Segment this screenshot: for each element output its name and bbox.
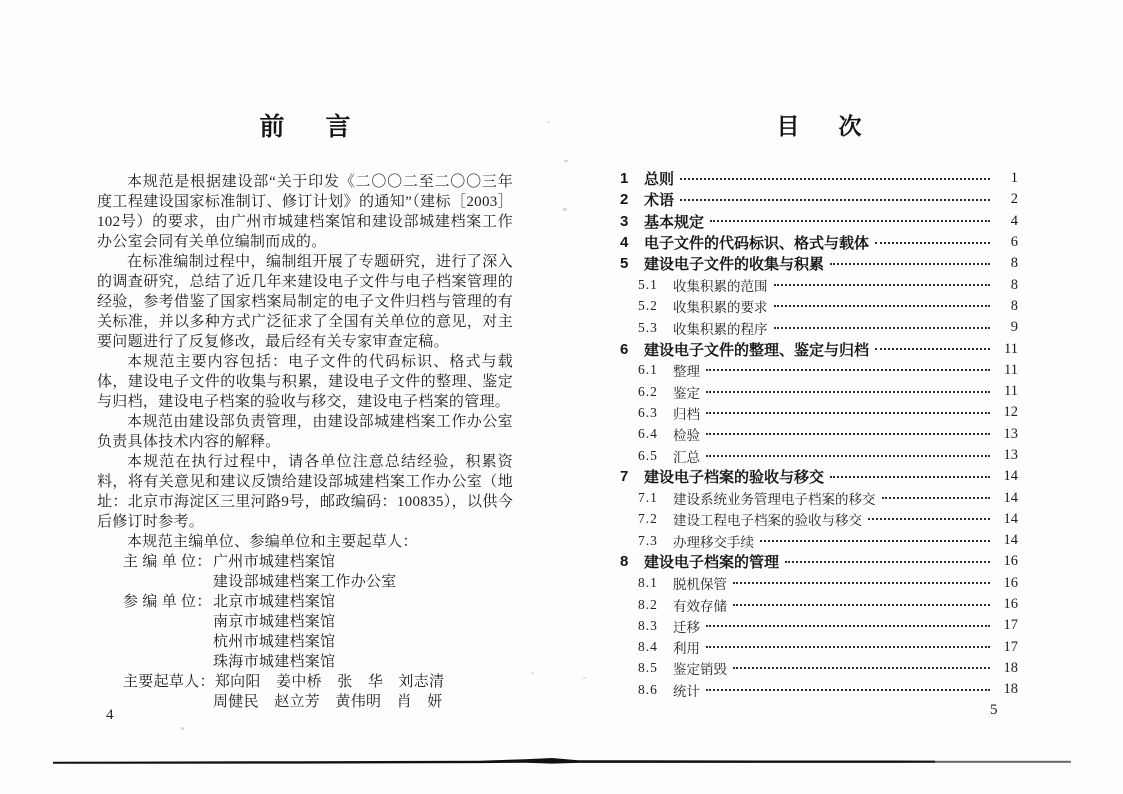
toc-entry-label: 建设系统业务管理电子档案的移交 [673,492,876,508]
toc-entry-label: 鉴定销毁 [673,662,727,678]
credit-label [123,692,213,712]
credit-label: 主 编 单 位： [123,554,212,570]
toc-entry [620,232,1018,253]
credit-label: 主要起草人： [123,674,215,690]
toc-entry-page: 8 [1010,276,1018,293]
credit-value: 广州市城建档案馆 [213,554,336,570]
foreword-paragraph: 本规范在执行过程中，请各单位注意总结经验，积累资料，将有关意见和建议反馈给建设部城建档案工作办公室（地址：北京市海淀区三里河路9号，邮政编码：100835），以供今后修订时参考。 [97,454,513,530]
toc-entry [620,381,1018,402]
foreword-paragraph: 本规范主编单位、参编单位和主要起草人： [127,534,418,550]
toc-entry-page: 14 [1003,532,1018,549]
toc-page [620,110,1018,700]
toc-entry-number: 3 [620,212,629,230]
toc-entry-page: 13 [1003,447,1018,463]
toc-entry-number: 5 [620,255,629,273]
toc-entry-number: 8.2 [638,596,658,612]
toc-entry-page: 8 [1010,255,1018,272]
toc-dot-leader [774,284,991,286]
toc-dot-leader [774,327,991,329]
foreword-body [97,172,513,552]
toc-dot-leader [680,199,990,201]
toc-entry-number: 7.1 [638,490,658,506]
foreword-paragraph: 本规范主要内容包括：电子文件的代码标识、格式与载体，建设电子文件的收集与积累，建设电子文件的整理、鉴定与归档，建设电子档案的验收与移交，建设电子档案的管理。 [97,354,513,410]
toc-entry-number: 8.6 [638,681,658,697]
toc-dot-leader [706,391,990,393]
toc-entry-page: 2 [1010,191,1018,208]
scan-speck [564,160,568,162]
toc-entry-number: 6.5 [638,447,658,463]
credit-row [97,612,513,632]
credit-value: 珠海市城建档案馆 [213,654,336,670]
credit-value: 南京市城建档案馆 [213,614,336,630]
toc-entry-number: 8.4 [638,639,658,655]
credit-value: 北京市城建档案馆 [213,594,336,610]
toc-entry-number: 6.2 [638,383,658,399]
toc-entry-number: 6.4 [638,426,658,442]
toc-entry [620,615,1018,636]
toc-entry-page: 14 [1003,468,1018,485]
toc-entry-page: 4 [1010,212,1018,229]
toc-entry-number: 5.3 [638,319,658,335]
toc-entry-number: 6 [620,340,629,358]
toc-entry-label: 建设工程电子档案的验收与移交 [673,513,862,529]
toc-entry [620,530,1018,551]
scan-speck [563,208,567,211]
toc-list [620,168,1018,700]
toc-dot-leader [733,604,990,606]
toc-entry-number: 8.5 [638,660,658,676]
toc-dot-leader [785,561,990,563]
toc-entry-page: 16 [1003,553,1018,570]
toc-dot-leader [680,178,990,180]
toc-entry-number: 8.3 [638,617,658,633]
toc-entry-label: 收集积累的范围 [673,279,768,295]
toc-dot-leader [830,263,990,265]
toc-entry-page: 11 [1004,383,1018,400]
toc-entry [620,509,1018,530]
toc-entry-label: 电子文件的代码标识、格式与载体 [644,235,870,253]
scan-edge-line [0,748,1123,774]
toc-entry-number: 6.3 [638,404,658,420]
foreword-paragraph: 在标准编制过程中，编制组开展了专题研究，进行了深入的调查研究，总结了近几年来建设电子文件与电子档案管理的经验，参考借鉴了国家档案局制定的电子文件归档与管理的有关标准，并以多种方式广泛征求了全国有关单位的意见，对主要问题进行了反复修改，最后经有关专家审查定稿。 [97,254,513,350]
toc-entry [620,168,1018,189]
toc-entry-page: 9 [1010,319,1018,336]
toc-entry-page: 16 [1003,574,1018,591]
toc-dot-leader [733,582,990,584]
toc-entry [620,594,1018,615]
toc-entry-label: 收集积累的要求 [673,300,768,316]
toc-dot-leader [760,540,990,542]
foreword-page [97,110,513,712]
toc-entry-label: 办理移交手续 [673,534,754,550]
toc-entry [620,573,1018,594]
foreword-paragraph: 本规范是根据建设部“关于印发《二〇〇二至二〇〇三年度工程建设国家标准制订、修订计划》的通知”（建标［2003］102号）的要求，由广州市城建档案馆和建设部城建档案工作办公室会同有关单位编制而成的。 [97,174,513,250]
toc-entry-label: 建设电子文件的整理、鉴定与归档 [644,341,870,359]
credit-row [97,592,513,612]
toc-entry-label: 收集积累的程序 [673,321,768,337]
toc-dot-leader [706,369,990,371]
credit-row [97,672,513,692]
toc-dot-leader [710,220,990,222]
toc-entry [620,274,1018,295]
toc-entry-page: 13 [1003,425,1018,442]
toc-dot-leader [868,518,990,520]
toc-entry [620,679,1018,700]
toc-entry-label: 有效存储 [673,598,727,614]
toc-entry-label: 统计 [673,683,700,699]
toc-title: 目 次 [776,113,870,139]
toc-dot-leader [706,455,990,457]
toc-dot-leader [733,667,990,669]
credit-row [97,632,513,652]
toc-entry-number: 7.2 [638,511,658,527]
toc-entry [620,487,1018,508]
credit-row [97,652,513,672]
toc-entry-page: 8 [1010,297,1018,314]
scan-speck [547,121,550,123]
toc-entry-page: 6 [1010,234,1018,251]
page-number-left: 4 [106,707,114,723]
credit-row [97,692,513,712]
toc-entry-number: 8.1 [638,575,658,591]
toc-entry-label: 鉴定 [673,385,700,401]
credit-label [123,632,213,652]
scan-speck [531,672,534,674]
toc-entry [620,317,1018,338]
toc-entry-label: 汇总 [673,449,700,465]
toc-entry [620,189,1018,210]
toc-entry-page: 1 [1010,170,1018,187]
toc-entry [620,445,1018,466]
toc-dot-leader [875,348,990,350]
toc-dot-leader [706,433,990,435]
toc-entry-page: 11 [1004,361,1018,378]
credit-label [123,612,213,632]
toc-entry-page: 14 [1003,510,1018,527]
toc-entry-number: 7 [620,468,629,486]
credit-value: 建设部城建档案工作办公室 [213,574,397,590]
toc-entry-page: 14 [1003,489,1018,506]
toc-entry-page: 18 [1003,681,1018,698]
toc-entry-label: 整理 [673,364,700,380]
toc-entry-label: 检验 [673,428,700,444]
credit-row [97,572,513,592]
toc-dot-leader [830,476,990,478]
toc-dot-leader [875,242,990,244]
credit-value: 周健民 赵立芳 黄伟明 肖 妍 [213,694,443,710]
toc-entry-number: 2 [620,191,629,209]
credits-block [97,552,513,712]
toc-entry-page: 17 [1003,638,1018,655]
toc-entry-label: 基本规定 [644,213,705,231]
toc-entry-number: 4 [620,234,629,252]
credit-value: 郑向阳 姜中桥 张 华 刘志清 [214,674,445,690]
toc-entry-label: 建设电子档案的验收与移交 [644,469,825,487]
toc-entry [620,211,1018,232]
toc-entry-label: 术语 [644,192,675,210]
toc-entry-page: 11 [1004,340,1018,357]
toc-entry [620,658,1018,679]
page-number-right: 5 [990,702,998,718]
toc-entry-label: 建设电子文件的收集与积累 [644,256,825,274]
toc-entry-page: 17 [1003,617,1018,634]
toc-entry-label: 利用 [673,641,700,657]
toc-entry-number: 7.3 [638,532,658,548]
toc-entry-number: 8 [620,553,629,571]
toc-entry-label: 迁移 [673,619,700,635]
scan-speck [583,677,586,679]
toc-dot-leader [706,412,990,414]
credit-label [123,572,213,592]
toc-entry [620,637,1018,658]
toc-entry [620,466,1018,487]
scan-speck [181,727,184,730]
foreword-title: 前 言 [259,113,359,141]
toc-entry-label: 总则 [644,171,675,189]
toc-entry-label: 归档 [673,406,700,422]
toc-entry-page: 18 [1003,659,1018,676]
credit-label [123,652,213,672]
toc-entry [620,551,1018,572]
foreword-paragraph: 本规范由建设部负责管理，由建设部城建档案工作办公室负责具体技术内容的解释。 [97,414,513,450]
toc-entry-number: 6.1 [638,362,658,378]
toc-dot-leader [706,689,990,691]
credit-label: 参 编 单 位： [123,594,212,610]
toc-entry-number: 1 [620,170,629,188]
toc-entry-number: 5.1 [638,277,658,293]
toc-entry [620,360,1018,381]
toc-dot-leader [774,305,991,307]
toc-entry-label: 脱机保管 [673,577,727,593]
toc-dot-leader [706,625,990,627]
toc-dot-leader [882,497,991,499]
toc-entry [620,424,1018,445]
toc-entry-page: 12 [1003,404,1018,421]
toc-entry [620,402,1018,423]
toc-entry [620,338,1018,359]
credit-row [97,552,513,572]
toc-entry-label: 建设电子档案的管理 [644,554,780,572]
credit-value: 杭州市城建档案馆 [213,634,336,650]
toc-entry [620,296,1018,317]
toc-entry-number: 5.2 [638,298,658,314]
toc-dot-leader [706,646,990,648]
toc-entry [620,253,1018,274]
toc-entry-page: 16 [1003,596,1018,613]
